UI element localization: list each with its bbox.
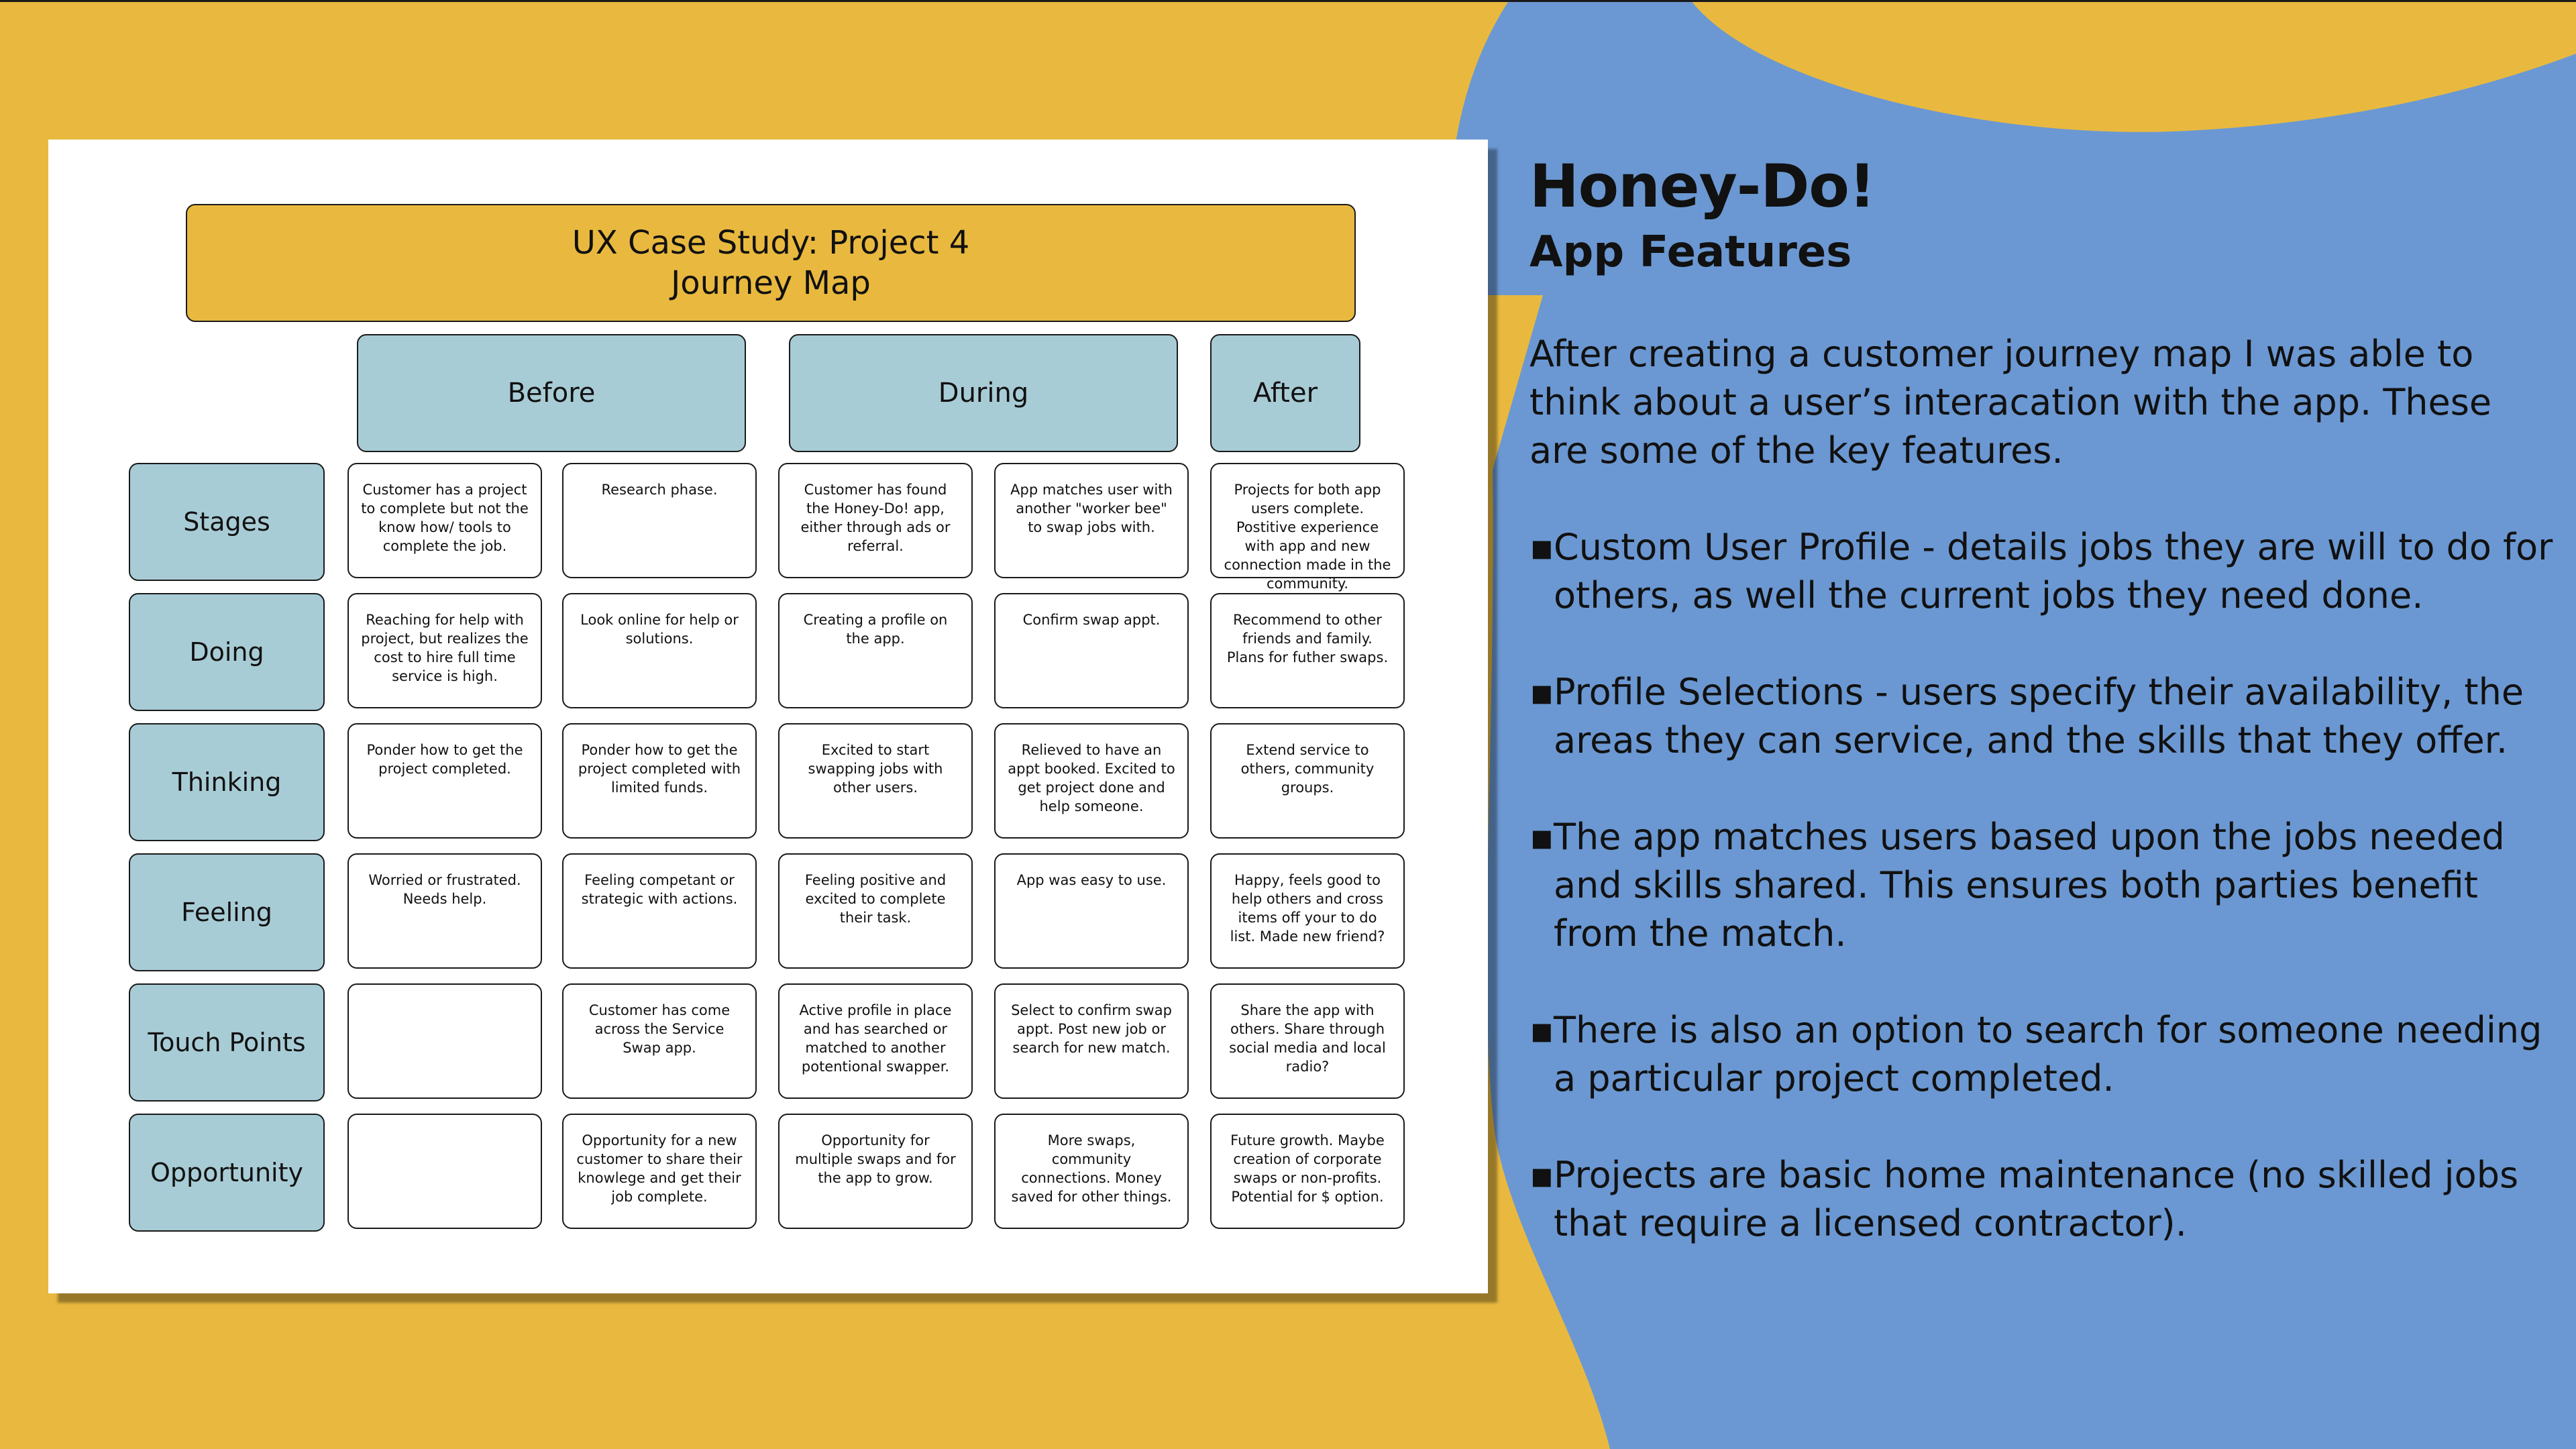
journey-cell bbox=[347, 983, 542, 1099]
journey-cell: Look online for help or solutions. bbox=[562, 593, 757, 708]
journey-cell: Share the app with others. Share through social media and local radio? bbox=[1210, 983, 1405, 1099]
journey-cell: Research phase. bbox=[562, 463, 757, 578]
app-features-subheading: App Features bbox=[1529, 227, 1852, 277]
journey-cell: Customer has a project to complete but not the know how/ tools to complete the job. bbox=[347, 463, 542, 578]
journey-cell: More swaps, community connections. Money saved for other things. bbox=[994, 1114, 1189, 1229]
journey-cell: Active profile in place and has searched or matched to another potentional swapper. bbox=[778, 983, 973, 1099]
bullet-icon: ▪ bbox=[1529, 671, 1554, 713]
feature-text: Profile Selections - users specify their availability, the areas they can service, and the skills that they offer. bbox=[1554, 671, 2524, 761]
journey-map-title bbox=[186, 204, 1356, 322]
journey-cell: Creating a profile on the app. bbox=[778, 593, 973, 708]
journey-cell: Ponder how to get the project completed. bbox=[347, 723, 542, 839]
journey-cell: Extend service to others, community groups. bbox=[1210, 723, 1405, 839]
bullet-icon: ▪ bbox=[1529, 526, 1554, 568]
feature-text: Custom User Profile - details jobs they are will to do for others, as well the current jobs they need done. bbox=[1554, 526, 2553, 616]
journey-cell: Opportunity for multiple swaps and for the app to grow. bbox=[778, 1114, 973, 1229]
feature-item bbox=[1529, 668, 2556, 765]
journey-cell: Recommend to other friends and family. Plans for futher swaps. bbox=[1210, 593, 1405, 708]
feature-list bbox=[1529, 523, 2556, 1296]
journey-cell: Confirm swap appt. bbox=[994, 593, 1189, 708]
journey-map-title-line-1: UX Case Study: Project 4 bbox=[572, 224, 970, 262]
row-label-stages: Stages bbox=[129, 463, 325, 581]
row-label-touch-points: Touch Points bbox=[129, 983, 325, 1102]
feature-text: There is also an option to search for someone needing a particular project completed. bbox=[1554, 1009, 2542, 1099]
journey-cell: Future growth. Maybe creation of corporate swaps or non-profits. Potential for $ option. bbox=[1210, 1114, 1405, 1229]
journey-cell bbox=[347, 1114, 542, 1229]
journey-cell: App matches user with another "worker bee" to swap jobs with. bbox=[994, 463, 1189, 578]
phase-during: During bbox=[789, 334, 1178, 452]
phase-before: Before bbox=[357, 334, 746, 452]
journey-cell: Excited to start swapping jobs with other users. bbox=[778, 723, 973, 839]
journey-cell: Projects for both app users complete. Postitive experience with app and new connection made in the community. bbox=[1210, 463, 1405, 578]
journey-cell: Ponder how to get the project completed with limited funds. bbox=[562, 723, 757, 839]
feature-item bbox=[1529, 1006, 2556, 1103]
bullet-icon: ▪ bbox=[1529, 1009, 1554, 1051]
journey-cell: App was easy to use. bbox=[994, 853, 1189, 969]
journey-cell: Worried or frustrated. Needs help. bbox=[347, 853, 542, 969]
feature-item bbox=[1529, 813, 2556, 958]
row-label-doing: Doing bbox=[129, 593, 325, 711]
journey-cell: Feeling competant or strategic with actions. bbox=[562, 853, 757, 969]
feature-text: Projects are basic home maintenance (no skilled jobs that require a licensed contractor). bbox=[1554, 1154, 2519, 1244]
app-name-heading: Honey-Do! bbox=[1529, 152, 1875, 221]
feature-text: The app matches users based upon the jobs needed and skills shared. This ensures both parties benefit from the match. bbox=[1554, 816, 2505, 955]
feature-item bbox=[1529, 523, 2556, 620]
journey-cell: Select to confirm swap appt. Post new job or search for new match. bbox=[994, 983, 1189, 1099]
bullet-icon: ▪ bbox=[1529, 816, 1554, 858]
top-border-line bbox=[0, 0, 2576, 2]
intro-paragraph: After creating a customer journey map I was able to think about a user’s interacation with the app. These are some of the key features. bbox=[1529, 333, 2492, 472]
row-label-opportunity: Opportunity bbox=[129, 1114, 325, 1232]
journey-cell: Customer has found the Honey-Do! app, either through ads or referral. bbox=[778, 463, 973, 578]
journey-cell: Feeling positive and excited to complete their task. bbox=[778, 853, 973, 969]
journey-cell: Relieved to have an appt booked. Excited to get project done and help someone. bbox=[994, 723, 1189, 839]
journey-cell: Customer has come across the Service Swap app. bbox=[562, 983, 757, 1099]
journey-cell: Opportunity for a new customer to share their knowlege and get their job complete. bbox=[562, 1114, 757, 1229]
journey-map-card bbox=[48, 140, 1488, 1293]
phase-after: After bbox=[1210, 334, 1360, 452]
feature-item bbox=[1529, 1151, 2556, 1248]
bullet-icon: ▪ bbox=[1529, 1154, 1554, 1196]
journey-map-title-line-2: Journey Map bbox=[671, 264, 871, 302]
row-label-thinking: Thinking bbox=[129, 723, 325, 841]
row-label-feeling: Feeling bbox=[129, 853, 325, 971]
journey-cell: Reaching for help with project, but realizes the cost to hire full time service is high. bbox=[347, 593, 542, 708]
journey-cell: Happy, feels good to help others and cross items off your to do list. Made new friend? bbox=[1210, 853, 1405, 969]
